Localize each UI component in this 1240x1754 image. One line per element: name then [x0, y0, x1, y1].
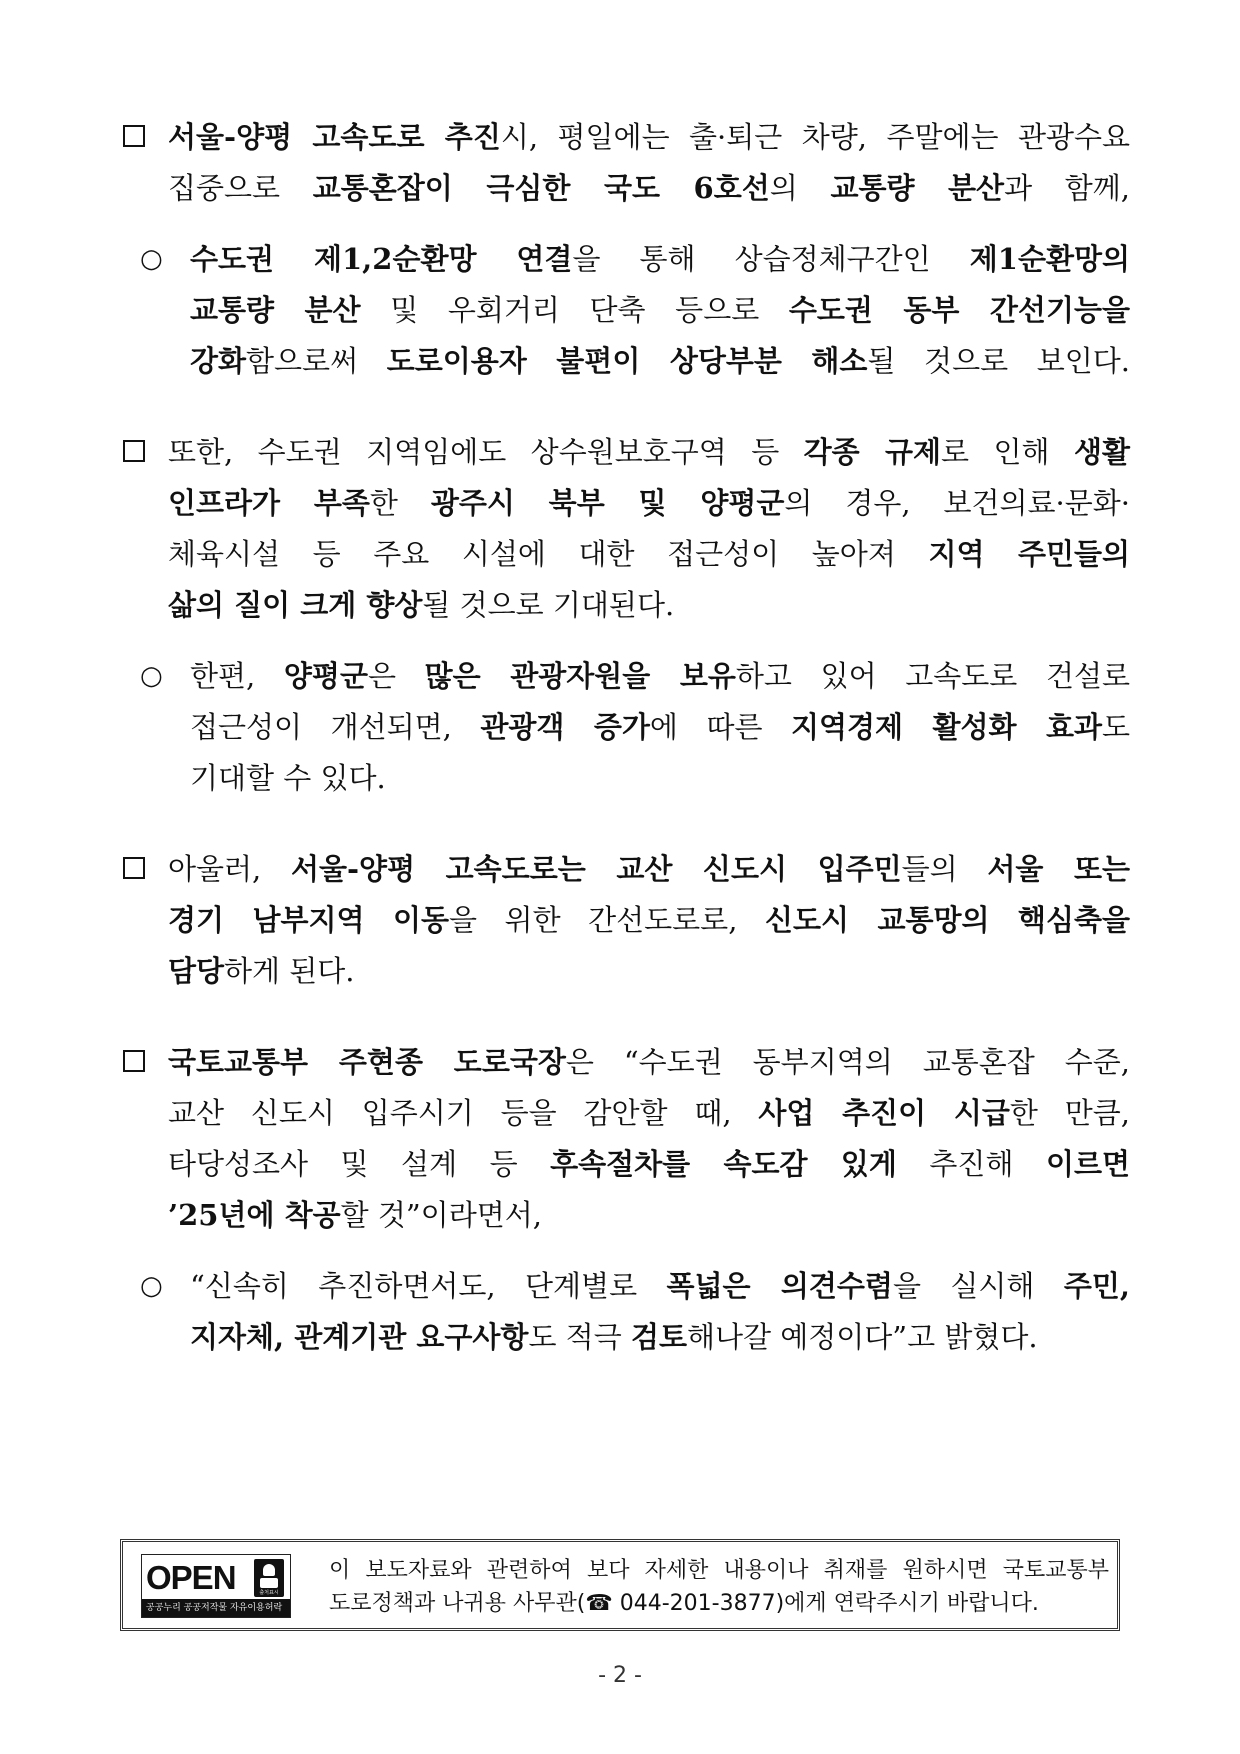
- square-bullet-icon: [123, 440, 145, 462]
- circle-bullet-icon: ○: [140, 1271, 163, 1301]
- paragraph-traffic-dispersion: [120, 112, 1130, 214]
- paragraph-director-quote: [120, 1037, 1130, 1241]
- paragraph-tourism-effect: [120, 651, 1130, 804]
- text-line: 강화함으로써 도로이용자 불편이 상당부분 해소될 것으로 보인다.: [190, 344, 1130, 378]
- text-line: 집중으로 교통혼잡이 극심한 국도 6호선의 교통량 분산과 함께,: [168, 171, 1131, 205]
- text-line: 체육시설 등 주요 시설에 대한 접근성이 높아져 지역 주민들의: [168, 537, 1130, 571]
- text-line: 한편, 양평군은 많은 관광자원을 보유하고 있어 고속도로 건설로: [190, 659, 1131, 693]
- contact-line: 도로정책과 나귀용 사무관(☎ 044-201-3877)에게 연락주시기 바랍니다.: [329, 1591, 1039, 1616]
- circle-bullet-icon: ○: [140, 244, 163, 274]
- text-line: 또한, 수도권 지역임에도 상수원보호구역 등 각종 규제로 인해 생활: [168, 435, 1130, 469]
- square-bullet-icon: [123, 1050, 145, 1072]
- paragraph-ring-road-connection: [120, 234, 1130, 387]
- press-release-body: [120, 112, 1130, 1363]
- text-line: “신속히 추진하면서도, 단계별로 폭넓은 의견수렴을 실시해 주민,: [190, 1269, 1130, 1303]
- phone-number: 044-201-3877: [612, 1591, 776, 1616]
- square-bullet-icon: [123, 125, 145, 147]
- text-line: 삶의 질이 크게 향상될 것으로 기대된다.: [168, 588, 675, 622]
- text-line: 타당성조사 및 설계 등 후속절차를 속도감 있게 추진해 이르면: [168, 1147, 1130, 1181]
- logo-open-text: OPEN: [146, 1559, 236, 1596]
- square-bullet-icon: [123, 857, 145, 879]
- text-line: ’25년에 착공할 것”이라면서,: [168, 1198, 542, 1232]
- contact-text: [329, 1554, 1109, 1620]
- text-line: 담당하게 된다.: [168, 954, 355, 988]
- circle-bullet-icon: ○: [140, 661, 163, 691]
- text-line: 교산 신도시 입주시기 등을 감안할 때, 사업 추진이 시급한 만큼,: [168, 1096, 1130, 1130]
- logo-caption: 공공누리 공공저작물 자유이용허락: [142, 1599, 290, 1617]
- attribution-icon: 출처표시: [254, 1559, 284, 1597]
- paragraph-opinion-collection: [120, 1261, 1130, 1363]
- contact-line: 이 보도자료와 관련하여 보다 자세한 내용이나 취재를 원하시면 국토교통부: [329, 1558, 1109, 1583]
- text-line: 서울-양평 고속도로 추진시, 평일에는 출·퇴근 차량, 주말에는 관광수요: [168, 120, 1131, 154]
- paragraph-quality-of-life: [120, 427, 1130, 631]
- text-line: 인프라가 부족한 광주시 북부 및 양평군의 경우, 보건의료·문화·: [168, 486, 1131, 520]
- page-number: - 2 -: [598, 1663, 642, 1688]
- paragraph-new-town-axis: [120, 844, 1130, 997]
- text-line: 접근성이 개선되면, 관광객 증가에 따른 지역경제 활성화 효과도: [190, 710, 1130, 744]
- contact-info-box: [120, 1539, 1120, 1631]
- text-line: 기대할 수 있다.: [190, 761, 386, 795]
- phone-icon: ☎: [585, 1591, 613, 1616]
- text-line: 지자체, 관계기관 요구사항도 적극 검토해나갈 예정이다”고 밝혔다.: [190, 1320, 1038, 1354]
- text-line: 국토교통부 주현종 도로국장은 “수도권 동부지역의 교통혼잡 수준,: [168, 1045, 1130, 1079]
- text-line: 아울러, 서울-양평 고속도로는 교산 신도시 입주민들의 서울 또는: [168, 852, 1131, 886]
- text-line: 교통량 분산 및 우회거리 단축 등으로 수도권 동부 간선기능을: [190, 293, 1130, 327]
- text-line: 경기 남부지역 이동을 위한 간선도로로, 신도시 교통망의 핵심축을: [168, 903, 1130, 937]
- text-line: 수도권 제1,2순환망 연결을 통해 상습정체구간인 제1순환망의: [190, 242, 1131, 276]
- kogl-open-logo: [141, 1554, 291, 1618]
